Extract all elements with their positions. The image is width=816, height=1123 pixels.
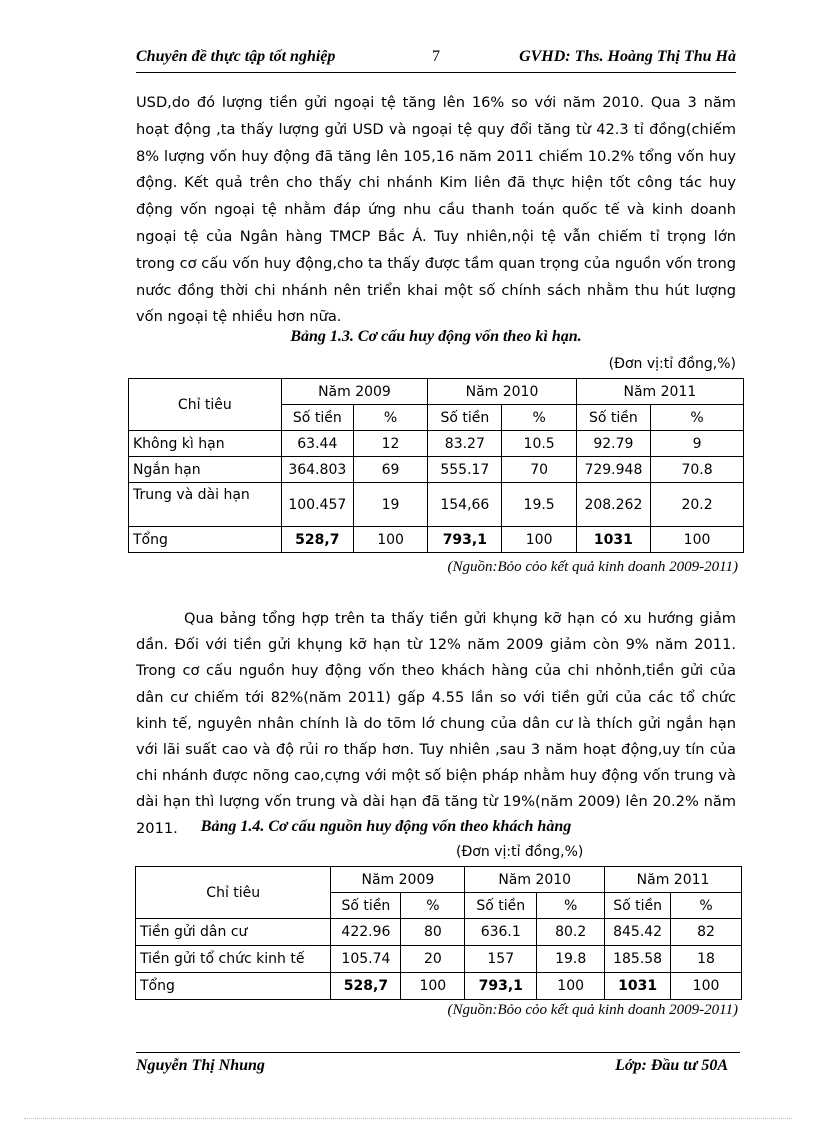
table-cell: 80: [401, 919, 465, 946]
table-cell: 636.1: [465, 919, 537, 946]
row-label: Tiền gửi dân cư: [136, 919, 331, 946]
table-cell: 364.803: [281, 457, 353, 483]
table-cell: 80.2: [537, 919, 605, 946]
subheader-amount: Số tiền: [281, 405, 353, 431]
page-header: [136, 48, 736, 73]
table-1-caption: Bảng 1.3. Cơ cấu huy động vốn theo kì hạn.: [290, 328, 582, 345]
table-2-caption: Bảng 1.4. Cơ cấu nguồn huy động vốn theo khách hàng: [200, 818, 572, 835]
page-number: 7: [432, 48, 440, 65]
table-1-unit: (Đơn vị:tỉ đồng,%): [608, 356, 736, 372]
table-header-row: [136, 867, 742, 893]
table-cell: 208.262: [576, 483, 650, 527]
table-cell: 555.17: [428, 457, 502, 483]
table-cell: 528,7: [281, 527, 353, 553]
header-supervisor: GVHD: Ths. Hoàng Thị Thu Hà: [519, 48, 736, 65]
table-1-source: (Nguồn:Bỏo cỏo kết quả kinh doanh 2009-2011): [447, 559, 738, 575]
header-title: Chuyên đề thực tập tốt nghiệp: [136, 48, 336, 65]
table-cell: 83.27: [428, 431, 502, 457]
table-cell: 1031: [576, 527, 650, 553]
year-header: Năm 2011: [605, 867, 742, 893]
table-cell: 70.8: [651, 457, 744, 483]
footer-class: Lớp: Đầu tư 50A: [615, 1057, 728, 1074]
term-structure-table: [128, 378, 744, 553]
year-header: Năm 2011: [576, 379, 743, 405]
table-cell: 422.96: [331, 919, 401, 946]
subheader-percent: %: [537, 893, 605, 919]
table-cell: 185.58: [605, 946, 671, 973]
year-header: Năm 2010: [428, 379, 577, 405]
customer-structure-table: [135, 866, 742, 1000]
subheader-amount: Số tiền: [331, 893, 401, 919]
year-header: Năm 2009: [331, 867, 465, 893]
subheader-percent: %: [671, 893, 742, 919]
table-cell: 100: [537, 973, 605, 1000]
table-cell: 20.2: [651, 483, 744, 527]
row-label: Tổng: [129, 527, 282, 553]
table-cell: 18: [671, 946, 742, 973]
table-total-row: [129, 527, 744, 553]
table-cell: 82: [671, 919, 742, 946]
table-cell: 154,66: [428, 483, 502, 527]
table-total-row: [136, 973, 742, 1000]
table-cell: 100: [651, 527, 744, 553]
row-label: Trung và dài hạn: [129, 483, 282, 527]
page-footer: [136, 1052, 740, 1079]
table-cell: 793,1: [428, 527, 502, 553]
table-2-source: (Nguồn:Bỏo cỏo kết quả kinh doanh 2009-2011): [447, 1002, 738, 1018]
table-row: [129, 483, 744, 527]
table-cell: 12: [353, 431, 427, 457]
table-cell: 157: [465, 946, 537, 973]
page-bottom-divider: [24, 1118, 792, 1119]
table-cell: 69: [353, 457, 427, 483]
table-row: [129, 457, 744, 483]
table-cell: 845.42: [605, 919, 671, 946]
table-cell: 19.8: [537, 946, 605, 973]
table-cell: 19: [353, 483, 427, 527]
subheader-percent: %: [502, 405, 576, 431]
footer-author: Nguyễn Thị Nhung: [136, 1057, 265, 1074]
table-cell: 63.44: [281, 431, 353, 457]
table-cell: 100: [401, 973, 465, 1000]
subheader-percent: %: [651, 405, 744, 431]
table-cell: 100: [353, 527, 427, 553]
year-header: Năm 2010: [465, 867, 605, 893]
table-cell: 70: [502, 457, 576, 483]
table-cell: 100: [671, 973, 742, 1000]
table-cell: 105.74: [331, 946, 401, 973]
column-header: Chỉ tiêu: [136, 867, 331, 919]
table-cell: 20: [401, 946, 465, 973]
table-cell: 100.457: [281, 483, 353, 527]
table-row: [136, 946, 742, 973]
table-cell: 10.5: [502, 431, 576, 457]
subheader-amount: Số tiền: [605, 893, 671, 919]
table-cell: 793,1: [465, 973, 537, 1000]
table-cell: 19.5: [502, 483, 576, 527]
table-row: [136, 919, 742, 946]
table-cell: 9: [651, 431, 744, 457]
table-cell: 1031: [605, 973, 671, 1000]
table-cell: 100: [502, 527, 576, 553]
table-header-row: [129, 379, 744, 405]
table-2-unit: (Đơn vị:tỉ đồng,%): [456, 844, 584, 860]
subheader-amount: Số tiền: [428, 405, 502, 431]
subheader-percent: %: [401, 893, 465, 919]
year-header: Năm 2009: [281, 379, 428, 405]
row-label: Tổng: [136, 973, 331, 1000]
body-paragraph-1: USD,do đó lượng tiền gửi ngoại tệ tăng lên 16% so với năm 2010. Qua 3 năm hoạt động ,ta thấy lượng gửi USD và ngoại tệ quy đổi tăng từ 42.3 tỉ đồng(chiếm 8% lượng vốn huy động đã tăng lên 105,16 năm 2011 chiếm 10.2% tổng vốn huy động. Kết quả trên cho thấy chi nhánh Kim liên đã thực hiện tốt công tác huy động vốn ngoại tệ nhằm đáp ứng nhu cầu thanh toán quốc tế và kinh doanh ngoại tệ của Ngân hàng TMCP Bắc Á. Tuy nhiên,nội tệ vẫn chiếm tỉ trọng lớn trong cơ cấu vốn huy động,cho ta thấy được tầm quan trọng của nguồn vốn trong nước đồng thời chi nhánh nên triển khai một số chính sách nhằm thu hút lượng vốn ngoại tệ nhiều hơn nữa.: [136, 94, 736, 326]
subheader-percent: %: [353, 405, 427, 431]
subheader-amount: Số tiền: [465, 893, 537, 919]
table-cell: 528,7: [331, 973, 401, 1000]
body-paragraph-2: Qua bảng tổng hợp trên ta thấy tiền gửi khụng kỡ hạn có xu hướng giảm dần. Đối với tiền gửi khụng kỡ hạn từ 12% năm 2009 giảm còn 9% năm 2011. Trong cơ cấu nguồn huy động vốn theo khách hàng của chi nhỏnh,tiền gửi của dân cư chiếm tới 82%(năm 2011) gấp 4.55 lần so với tiền gửi của các tổ chức kinh tế, nguyên nhân chính là do tõm lớ chung của dân cư là thích gửi ngắn hạn với lãi suất cao và độ rủi ro thấp hơn. Tuy nhiên ,sau 3 năm hoạt động,uy tín của chi nhánh được nõng cao,cựng với một số biện pháp nhằm huy động vốn trung và dài hạn thì lượng vốn trung và dài hạn đã tăng từ 19%(năm 2009) lên 20.2% năm 2011.: [136, 610, 736, 837]
row-label: Tiền gửi tổ chức kinh tế: [136, 946, 331, 973]
row-label: Ngắn hạn: [129, 457, 282, 483]
column-header: Chỉ tiêu: [129, 379, 282, 431]
table-row: [129, 431, 744, 457]
row-label: Không kì hạn: [129, 431, 282, 457]
table-cell: 729.948: [576, 457, 650, 483]
table-cell: 92.79: [576, 431, 650, 457]
subheader-amount: Số tiền: [576, 405, 650, 431]
